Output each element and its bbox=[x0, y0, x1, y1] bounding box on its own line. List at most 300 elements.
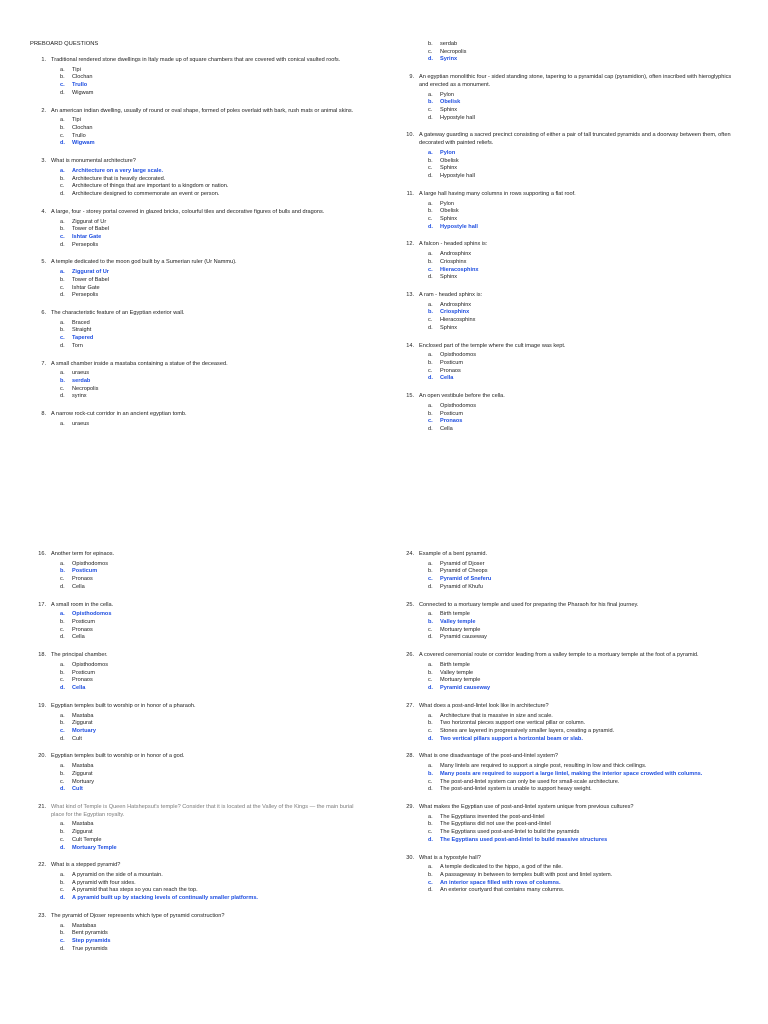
option-text: serdab bbox=[440, 41, 458, 47]
options-list bbox=[30, 421, 360, 429]
option-text: Sphinx bbox=[440, 274, 458, 281]
question-text: What makes the Egyptian use of post-and-lintel system unique from previous cultures? bbox=[419, 803, 634, 810]
answer-option bbox=[398, 662, 743, 670]
question-stem bbox=[398, 292, 738, 300]
question-text: A ram - headed sphinx is: bbox=[419, 291, 483, 298]
answer-option bbox=[30, 74, 360, 82]
answer-option bbox=[30, 923, 360, 931]
option-letter: d. bbox=[428, 223, 433, 230]
question-text: The pyramid of Djoser represents which type of pyramid construction? bbox=[51, 912, 225, 919]
option-letter: d. bbox=[60, 895, 65, 902]
question-stem bbox=[30, 551, 360, 559]
option-text: Straight bbox=[72, 327, 92, 334]
option-text: Sphinx bbox=[440, 324, 458, 331]
correct-answer-text: Step pyramids bbox=[72, 938, 111, 945]
question-text: Another term for epinaos. bbox=[51, 551, 115, 557]
answer-option bbox=[398, 821, 743, 829]
answer-option bbox=[398, 352, 738, 360]
option-letter: a. bbox=[60, 370, 65, 377]
option-letter: b. bbox=[428, 208, 433, 215]
correct-answer-text: Two vertical pillars support a horizontal beam or slab. bbox=[440, 735, 583, 742]
answer-option bbox=[398, 115, 738, 123]
question-number: 23. bbox=[38, 912, 46, 919]
option-letter: a. bbox=[428, 560, 433, 567]
question-item bbox=[398, 551, 743, 592]
option-letter: d. bbox=[428, 114, 433, 121]
answer-option bbox=[30, 779, 360, 787]
options-list bbox=[30, 117, 360, 148]
page1-left-column bbox=[30, 57, 360, 439]
option-text: Mortuary temple bbox=[440, 677, 481, 684]
question-stem bbox=[30, 209, 360, 217]
option-letter: c. bbox=[428, 778, 433, 785]
answer-option bbox=[30, 887, 360, 895]
option-letter: b. bbox=[60, 619, 65, 626]
question-item bbox=[30, 108, 360, 149]
option-letter: c. bbox=[60, 727, 65, 734]
question-stem bbox=[398, 551, 743, 559]
question-text: What kind of Temple is Queen Hatshepsut's temple? Consider that it is located at the Valley of the Kings — the main burial place for the Egyptian royalty. bbox=[51, 803, 354, 818]
question-number: 13. bbox=[406, 291, 414, 298]
answer-option bbox=[398, 99, 738, 107]
answer-option bbox=[30, 320, 360, 328]
option-letter: b. bbox=[60, 175, 65, 182]
question-text: Traditional rendered stone dwellings in Italy made up of square chambers that are covered with conical vaulted roofs. bbox=[51, 57, 341, 63]
answer-option bbox=[30, 837, 360, 845]
option-text: Two horizontal pieces support one vertical pillar or column. bbox=[440, 720, 586, 727]
correct-answer-text: The Egyptians used post-and-lintel to build massive structures bbox=[440, 836, 608, 843]
option-letter: b. bbox=[60, 770, 65, 777]
option-text: syrinx bbox=[72, 393, 87, 400]
question-stem bbox=[398, 393, 738, 401]
option-text: Cult Temple bbox=[72, 836, 102, 843]
option-letter: c. bbox=[428, 879, 433, 886]
question-number: 7. bbox=[41, 360, 46, 367]
correct-answer-text: Mortuary Temple bbox=[72, 844, 117, 851]
answer-option bbox=[398, 216, 738, 224]
option-letter: c. bbox=[60, 335, 65, 342]
question-number: 24. bbox=[406, 551, 414, 557]
option-letter: a. bbox=[428, 813, 433, 820]
answer-option bbox=[398, 837, 743, 845]
option-letter: c. bbox=[428, 48, 433, 55]
option-text: The Egyptians invented the post-and-lintel bbox=[440, 813, 545, 820]
question-stem bbox=[30, 913, 360, 921]
option-text: Persepolis bbox=[72, 292, 99, 299]
option-letter: b. bbox=[428, 41, 433, 47]
option-letter: d. bbox=[428, 685, 433, 692]
option-letter: b. bbox=[428, 770, 433, 777]
question-item bbox=[398, 652, 743, 693]
question-text: Connected to a mortuary temple and used for preparing the Pharaoh for his final journey. bbox=[419, 601, 639, 608]
correct-answer-text: Trullo bbox=[72, 82, 88, 89]
answer-option bbox=[30, 728, 360, 736]
question-stem bbox=[30, 310, 360, 318]
option-letter: b. bbox=[428, 99, 433, 106]
question-text: A temple dedicated to the moon god built by a Sumerian ruler (Ur Nammu). bbox=[51, 259, 237, 266]
answer-option bbox=[398, 56, 738, 64]
answer-option bbox=[30, 845, 360, 853]
answer-option bbox=[30, 335, 360, 343]
options-list bbox=[30, 763, 360, 794]
question-item bbox=[30, 411, 360, 428]
option-letter: c. bbox=[428, 727, 433, 734]
correct-answer-text: Posticum bbox=[72, 568, 98, 575]
answer-option bbox=[398, 677, 743, 685]
question-number: 21. bbox=[38, 803, 46, 810]
question-stem bbox=[398, 804, 743, 812]
question-stem bbox=[30, 158, 360, 166]
option-letter: a. bbox=[60, 611, 65, 618]
option-letter: b. bbox=[428, 157, 433, 164]
option-letter: d. bbox=[428, 887, 433, 894]
option-text: Cella bbox=[440, 426, 453, 433]
option-text: Pronaos bbox=[72, 576, 93, 583]
answer-option bbox=[30, 133, 360, 141]
options-list bbox=[30, 67, 360, 98]
question-item bbox=[398, 191, 738, 232]
answer-option bbox=[30, 242, 360, 250]
option-letter: b. bbox=[428, 568, 433, 575]
option-letter: d. bbox=[428, 836, 433, 843]
option-text: Clochan bbox=[72, 74, 93, 81]
answer-option bbox=[30, 183, 360, 191]
option-letter: a. bbox=[428, 301, 433, 308]
option-text: Mortuary bbox=[72, 778, 95, 785]
question-item bbox=[30, 652, 360, 693]
answer-option bbox=[398, 173, 738, 181]
answer-option bbox=[30, 343, 360, 351]
answer-option bbox=[398, 561, 743, 569]
option-text: The Egyptians did not use the post-and-lintel bbox=[440, 821, 551, 828]
option-text: Opisthodomos bbox=[72, 560, 109, 567]
question-text: What does a post-and-lintel look like in architecture? bbox=[419, 702, 549, 709]
option-letter: d. bbox=[60, 292, 65, 299]
question-stem bbox=[398, 343, 738, 351]
question-number: 6. bbox=[41, 309, 46, 316]
option-text: A pyramid that has steps so you can reach the top. bbox=[72, 887, 198, 894]
question-item bbox=[30, 259, 360, 300]
answer-option bbox=[398, 728, 743, 736]
option-letter: c. bbox=[60, 778, 65, 785]
question-item bbox=[30, 753, 360, 794]
answer-option bbox=[30, 829, 360, 837]
answer-option bbox=[30, 584, 360, 592]
option-text: Pronaos bbox=[72, 677, 93, 684]
options-list bbox=[398, 92, 738, 123]
option-letter: c. bbox=[60, 677, 65, 684]
option-letter: d. bbox=[428, 324, 433, 331]
options-list bbox=[30, 872, 360, 903]
question-text: The characteristic feature of an Egyptian exterior wall. bbox=[51, 309, 185, 316]
answer-option bbox=[30, 576, 360, 584]
option-letter: b. bbox=[60, 669, 65, 676]
option-letter: a. bbox=[428, 91, 433, 98]
question-number: 9. bbox=[409, 74, 414, 81]
question-item bbox=[30, 57, 360, 98]
option-letter: b. bbox=[60, 327, 65, 334]
correct-answer-text: Criosphinx bbox=[440, 309, 470, 316]
option-text: An exterior courtyard that contains many columns. bbox=[440, 887, 565, 894]
question-text: A narrow rock-cut corridor in an ancient egyptian tomb. bbox=[51, 411, 187, 418]
option-letter: c. bbox=[60, 836, 65, 843]
answer-option bbox=[398, 864, 743, 872]
correct-answer-text: Ziggurat of Ur bbox=[72, 269, 109, 276]
question-number: 4. bbox=[41, 208, 46, 215]
option-text: Clochan bbox=[72, 125, 93, 132]
answer-option bbox=[398, 309, 738, 317]
option-letter: a. bbox=[60, 872, 65, 878]
question-text: Egyptian temples built to worship or in honor of a pharaoh. bbox=[51, 702, 196, 709]
question-number: 18. bbox=[38, 652, 46, 659]
options-list bbox=[30, 219, 360, 250]
options-list bbox=[398, 662, 743, 693]
option-text: Obelisk bbox=[440, 208, 459, 215]
question-text: A falcon - headed sphinx is: bbox=[419, 241, 488, 248]
option-letter: d. bbox=[60, 140, 65, 147]
option-text: Tower of Babel bbox=[72, 226, 110, 233]
option-letter: b. bbox=[60, 276, 65, 283]
option-text: Mastaba bbox=[72, 763, 94, 770]
correct-answer-text: Ishtar Gate bbox=[72, 233, 102, 240]
question-number: 27. bbox=[406, 702, 414, 709]
option-letter: c. bbox=[60, 233, 65, 240]
option-letter: a. bbox=[60, 319, 65, 326]
answer-option bbox=[30, 786, 360, 794]
option-letter: b. bbox=[60, 226, 65, 233]
question-number: 10. bbox=[406, 132, 414, 139]
question-number: 30. bbox=[406, 854, 414, 861]
answer-option bbox=[398, 92, 738, 100]
question-stem bbox=[30, 602, 360, 610]
option-text: uraeus bbox=[72, 370, 90, 377]
option-text: Ziggurat of Ur bbox=[72, 218, 107, 225]
answer-option bbox=[30, 930, 360, 938]
option-letter: d. bbox=[428, 634, 433, 641]
option-letter: d. bbox=[60, 191, 65, 198]
answer-option bbox=[398, 568, 743, 576]
question-stem bbox=[398, 241, 738, 249]
option-letter: d. bbox=[60, 786, 65, 793]
option-letter: b. bbox=[428, 872, 433, 878]
question-item bbox=[30, 703, 360, 744]
option-text: Mortuary temple bbox=[440, 626, 481, 633]
correct-answer-text: Pylon bbox=[440, 149, 456, 156]
option-letter: c. bbox=[60, 938, 65, 945]
question-item bbox=[398, 292, 738, 333]
question-number: 17. bbox=[38, 601, 46, 608]
answer-option bbox=[398, 224, 738, 232]
question-item bbox=[398, 602, 743, 643]
answer-option bbox=[398, 259, 738, 267]
question-text: Enclosed part of the temple where the cult image was kept. bbox=[419, 342, 566, 349]
answer-option bbox=[30, 634, 360, 642]
answer-option bbox=[398, 325, 738, 333]
option-letter: a. bbox=[428, 712, 433, 719]
option-text: Hieracosphinx bbox=[440, 317, 476, 324]
options-list bbox=[30, 370, 360, 401]
answer-option bbox=[398, 887, 743, 895]
question-item bbox=[398, 74, 738, 122]
answer-option bbox=[30, 327, 360, 335]
correct-answer-text: Opisthodomos bbox=[72, 611, 112, 618]
option-letter: c. bbox=[60, 284, 65, 291]
question-stem bbox=[30, 108, 360, 116]
answer-option bbox=[398, 872, 743, 880]
correct-answer-text: Hypostyle hall bbox=[440, 223, 478, 230]
question-text: Example of a bent pyramid. bbox=[419, 551, 488, 557]
question-item bbox=[30, 804, 360, 852]
option-text: The Egyptians used post-and-lintel to build the pyramids bbox=[440, 829, 580, 836]
option-letter: d. bbox=[428, 274, 433, 281]
page-title: PREBOARD QUESTIONS bbox=[30, 41, 99, 47]
answer-option bbox=[398, 274, 738, 282]
option-text: Hypostyle hall bbox=[440, 173, 475, 180]
option-text: Pronaos bbox=[72, 626, 93, 633]
question-item bbox=[30, 310, 360, 351]
answer-option bbox=[30, 568, 360, 576]
answer-option bbox=[30, 685, 360, 693]
answer-option bbox=[30, 117, 360, 125]
option-text: Necropolis bbox=[440, 48, 467, 55]
option-text: True pyramids bbox=[72, 945, 108, 952]
question-text: An open vestibule before the cella. bbox=[419, 393, 505, 400]
question-item bbox=[30, 602, 360, 643]
answer-option bbox=[30, 277, 360, 285]
options-list bbox=[398, 611, 743, 642]
answer-option bbox=[398, 165, 738, 173]
answer-option bbox=[30, 880, 360, 888]
option-letter: b. bbox=[60, 74, 65, 81]
options-list bbox=[30, 611, 360, 642]
option-text: Valley temple bbox=[440, 669, 474, 676]
answer-option bbox=[30, 619, 360, 627]
question-number: 5. bbox=[41, 259, 46, 266]
question-text: A covered ceremonial route or corridor leading from a valley temple to a mortuary temple at the foot of a pyramid. bbox=[419, 652, 699, 659]
answer-option bbox=[30, 140, 360, 148]
option-letter: a. bbox=[60, 560, 65, 567]
answer-option bbox=[398, 685, 743, 693]
question-stem bbox=[398, 191, 738, 199]
option-letter: d. bbox=[428, 583, 433, 590]
question-stem bbox=[398, 753, 743, 761]
question-stem bbox=[30, 57, 360, 65]
question-item bbox=[398, 804, 743, 845]
question-item bbox=[398, 241, 738, 282]
option-letter: a. bbox=[428, 402, 433, 409]
option-text: Mastaba bbox=[72, 712, 94, 719]
option-letter: d. bbox=[428, 426, 433, 433]
option-letter: a. bbox=[60, 218, 65, 225]
answer-option bbox=[398, 267, 738, 275]
correct-answer-text: Obelisk bbox=[440, 99, 461, 106]
option-letter: c. bbox=[428, 317, 433, 324]
answer-option bbox=[30, 125, 360, 133]
question-stem bbox=[398, 74, 738, 89]
answer-option bbox=[30, 763, 360, 771]
answer-option bbox=[30, 627, 360, 635]
option-text: Posticum bbox=[440, 410, 464, 417]
option-letter: b. bbox=[428, 720, 433, 727]
answer-option bbox=[398, 418, 738, 426]
option-text: Necropolis bbox=[72, 385, 99, 392]
question-number: 22. bbox=[38, 862, 46, 869]
option-text: Birth temple bbox=[440, 611, 470, 618]
option-text: A passageway in between to temples built with post and lintel system. bbox=[440, 872, 613, 878]
page2-right-column bbox=[398, 551, 743, 905]
option-text: Architecture of things that are important to a kingdom or nation. bbox=[72, 183, 229, 190]
answer-option bbox=[398, 619, 743, 627]
correct-answer-text: Mortuary bbox=[72, 727, 96, 734]
option-text: Posticum bbox=[72, 619, 96, 626]
option-text: Mastabas bbox=[72, 922, 97, 929]
question-stem bbox=[30, 411, 360, 419]
answer-option bbox=[398, 411, 738, 419]
answer-option bbox=[30, 90, 360, 98]
option-text: The post-and-lintel system is unable to support heavy weight. bbox=[440, 786, 592, 793]
answer-option bbox=[398, 251, 738, 259]
answer-option bbox=[30, 946, 360, 954]
option-letter: d. bbox=[428, 375, 433, 382]
option-text: Persepolis bbox=[72, 241, 99, 248]
option-text: Mastaba bbox=[72, 821, 94, 828]
answer-option bbox=[30, 370, 360, 378]
option-text: Cella bbox=[72, 634, 85, 641]
question-text: A large hall having many columns in rows supporting a flat roof. bbox=[419, 190, 576, 197]
answer-option bbox=[30, 561, 360, 569]
answer-option bbox=[30, 285, 360, 293]
question-number: 2. bbox=[41, 107, 46, 114]
question-stem bbox=[30, 703, 360, 711]
option-letter: d. bbox=[428, 786, 433, 793]
answer-option bbox=[30, 82, 360, 90]
option-text: Posticum bbox=[72, 669, 96, 676]
options-list bbox=[398, 403, 738, 434]
option-text: Cella bbox=[72, 583, 85, 590]
correct-answer-text: Wigwam bbox=[72, 140, 95, 147]
correct-answer-text: Cella bbox=[440, 375, 454, 382]
option-letter: d. bbox=[60, 241, 65, 248]
answer-option bbox=[398, 403, 738, 411]
question-number: 19. bbox=[38, 702, 46, 709]
question-number: 11. bbox=[406, 190, 414, 197]
option-letter: b. bbox=[428, 821, 433, 828]
option-text: A temple dedicated to the hippo, a god of the nile. bbox=[440, 864, 563, 871]
options-list bbox=[30, 821, 360, 852]
exam-page-2 bbox=[0, 512, 768, 1024]
page1-right-column bbox=[398, 41, 738, 444]
option-letter: b. bbox=[60, 879, 65, 886]
question-item bbox=[30, 913, 360, 954]
option-letter: d. bbox=[428, 735, 433, 742]
question-item bbox=[398, 393, 738, 434]
question-stem bbox=[30, 862, 360, 870]
question-stem bbox=[398, 855, 743, 863]
option-letter: c. bbox=[428, 626, 433, 633]
answer-option bbox=[398, 49, 738, 57]
question-text: A large, four - storey portal covered in glazed bricks, colourful tiles and decorative figures of bulls and dragons. bbox=[51, 208, 325, 215]
answer-option bbox=[398, 627, 743, 635]
answer-option bbox=[398, 375, 738, 383]
option-letter: a. bbox=[428, 763, 433, 770]
option-text: Stones are layered in progressively smaller layers, creating a pyramid. bbox=[440, 727, 615, 734]
answer-option bbox=[30, 736, 360, 744]
question-text: An american indian dwelling, usually of round or oval shape, formed of poles overlaid with bark, rush mats or animal skins. bbox=[51, 107, 354, 114]
question-text: A gateway guarding a sacred precinct consisting of either a pair of tall truncated pyramids and a doorway between them, often decorated with painted reliefs. bbox=[419, 132, 731, 147]
option-letter: c. bbox=[60, 82, 65, 89]
option-letter: b. bbox=[60, 568, 65, 575]
answer-option bbox=[30, 168, 360, 176]
